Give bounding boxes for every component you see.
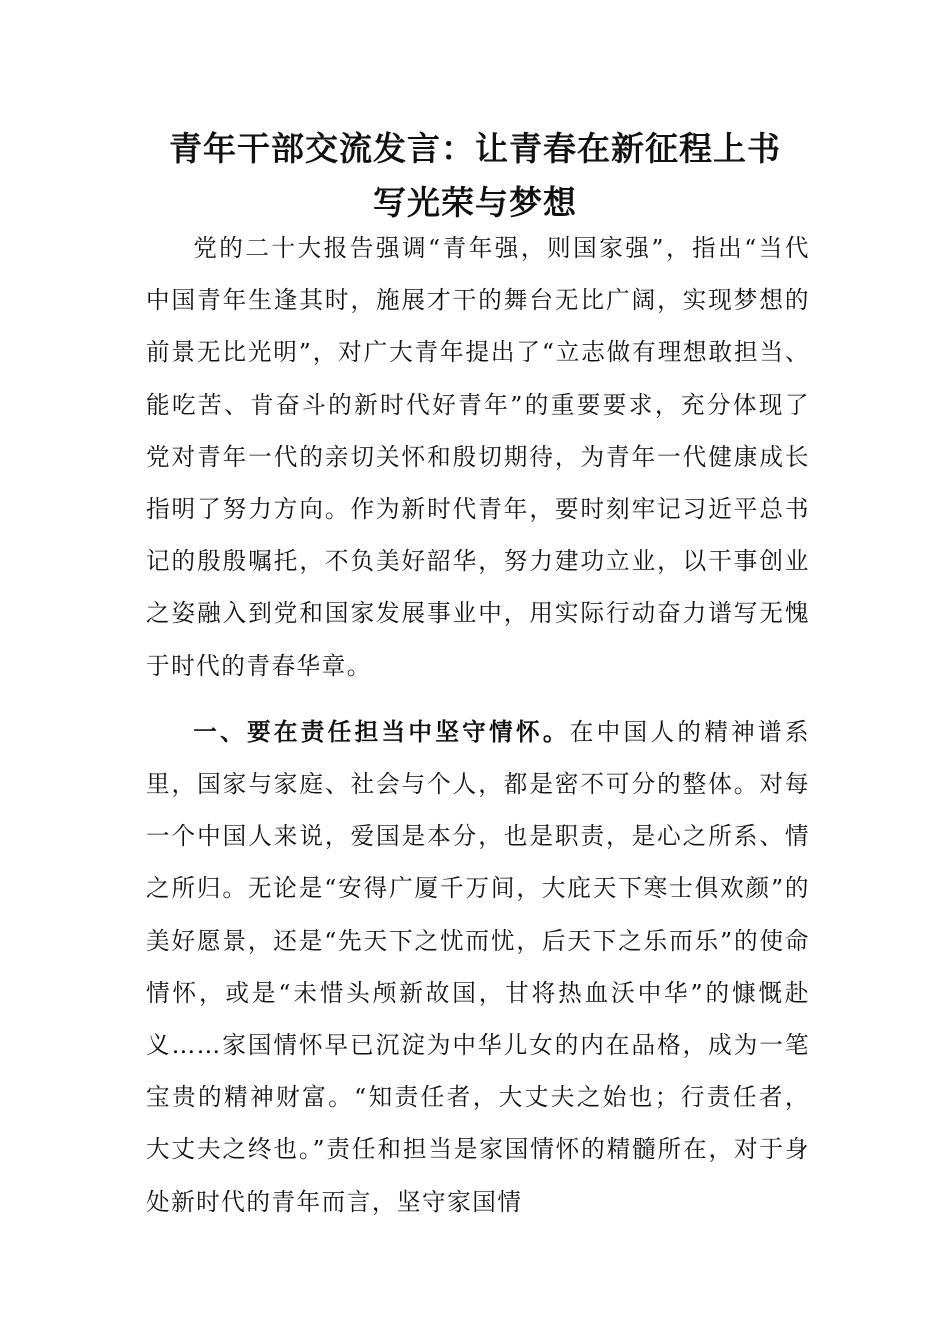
paragraph-intro [146,222,810,692]
title-line-2: 写光荣与梦想 [373,183,577,222]
document-body [146,222,810,1228]
section-1-text: 在中国人的精神谱系里，国家与家庭、社会与个人，都是密不可分的整体。对每一个中国人来说，爱国是本分，也是职责，是心之所系、情之所归。无论是“安得广厦千万间，大庇天下寒士俱欢颜”的美好愿景，还是“先天下之忧而忧，后天下之乐而乐”的使命情怀，或是“未惜头颅新故国，甘将热血沃中华”的慷慨赴义……家国情怀早已沉淀为中华儿女的内在品格，成为一笔宝贵的精神财富。“知责任者，大丈夫之始也；行责任者，大丈夫之终也。”责任和担当是家国情怀的精髓所在，对于身处新时代的青年而言，坚守家国情 [146,717,811,1216]
document-title [140,122,810,230]
paragraph-intro-text: 党的二十大报告强调“青年强，则国家强”，指出“当代中国青年生逢其时，施展才干的舞台无比广阔，实现梦想的前景无比光明”，对广大青年提出了“立志做有理想敢担当、能吃苦、肯奋斗的新时代好青年”的重要要求，充分体现了党对青年一代的亲切关怀和殷切期待，为青年一代健康成长指明了努力方向。作为新时代青年，要时刻牢记习近平总书记的殷殷嘱托，不负美好韶华，努力建功立业，以干事创业之姿融入到党和国家发展事业中，用实际行动奋力谱写无愧于时代的青春华章。 [146,234,810,680]
title-line-1: 青年干部交流发言：让青春在新征程上书 [169,129,781,168]
section-1-heading: 一、要在责任担当中坚守情怀。 [193,717,570,746]
paragraph-section-1 [146,706,810,1228]
